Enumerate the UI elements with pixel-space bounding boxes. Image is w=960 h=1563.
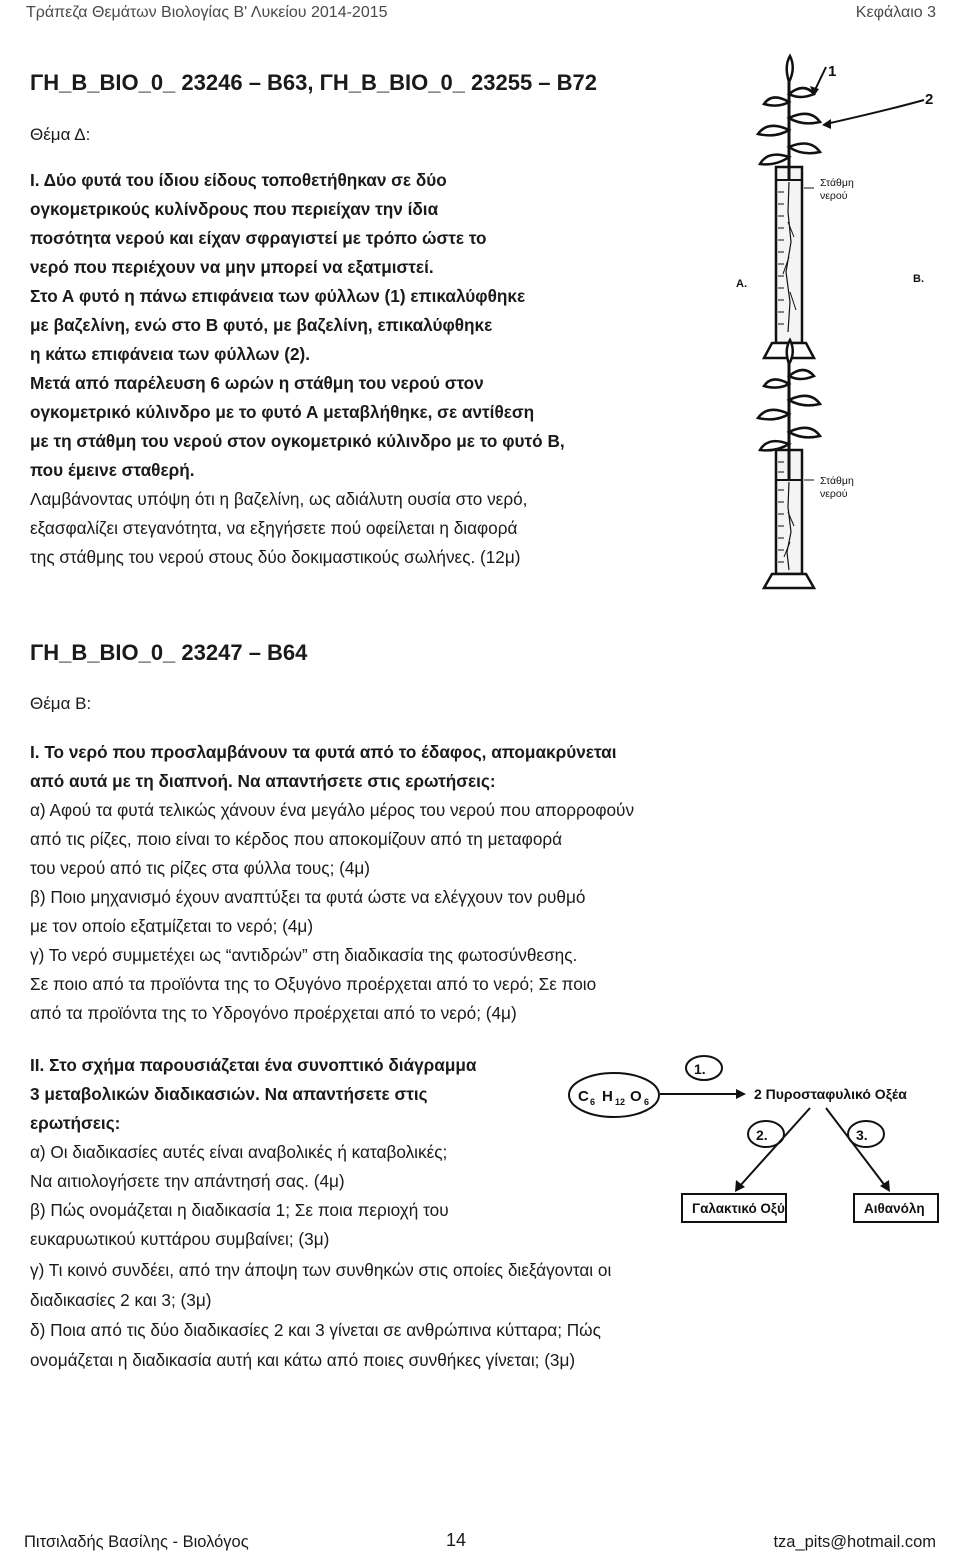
step-2-label: 2.	[756, 1127, 768, 1143]
step-1-label: 1.	[694, 1061, 706, 1077]
s2-part2-line-5: Να αιτιολογήσετε την απάντησή σας. (4μ)	[30, 1171, 345, 1191]
s2-line-7: με τον οποίο εξατμίζεται το νερό; (4μ)	[30, 916, 314, 936]
glucose-o-sub: 6	[644, 1097, 650, 1107]
s1-line-14: της στάθμης του νερού στους δύο δοκιμαστικούς σωλήνες. (12μ)	[30, 547, 521, 567]
s1-line-9: ογκομετρικό κύλινδρο με το φυτό Α μεταβλήθηκε, σε αντίθεση	[30, 402, 535, 422]
s2-line-6: β) Ποιο μηχανισμό έχουν αναπτύξει τα φυτά ώστε να ελέγχουν τον ρυθμό	[30, 887, 586, 907]
s2-line-1: Ι. Το νερό που προσλαμβάνουν τα φυτά από το έδαφος, απομακρύνεται	[30, 742, 617, 762]
s2-part2-line-10: δ) Ποια από τις δύο διαδικασίες 2 και 3 γίνεται σε ανθρώπινα κύτταρα; Πώς	[30, 1320, 601, 1340]
s2-part2-line-9: διαδικασίες 2 και 3; (3μ)	[30, 1290, 212, 1310]
s1-line-11: που έμεινε σταθερή.	[30, 460, 195, 480]
question-code-1: ΓΗ_Β_ΒΙΟ_0_ 23246 – Β63, ΓΗ_Β_ΒΙΟ_0_ 23255 – Β72	[30, 70, 598, 95]
s1-line-13: εξασφαλίζει στεγανότητα, να εξηγήσετε πού οφείλεται η διαφορά	[30, 518, 518, 538]
water-level-label-bottom-1: Στάθμη	[820, 475, 854, 487]
header-chapter: Κεφάλαιο 3	[855, 4, 936, 21]
s2-line-9: Σε ποιο από τα προϊόντα της το Οξυγόνο προέρχεται από το νερό; Σε ποιο	[30, 974, 597, 994]
s2-part2-line-8: γ) Τι κοινό συνδέει, από την άποψη των συνθηκών στις οποίες διεξάγονται οι	[30, 1260, 612, 1280]
theme-label-1: Θέμα Δ:	[30, 125, 91, 144]
plant-cylinders-figure	[728, 52, 953, 597]
ethanol-label: Αιθανόλη	[864, 1201, 925, 1216]
s1-line-6: με βαζελίνη, ενώ στο Β φυτό, με βαζελίνη, επικαλύφθηκε	[30, 315, 493, 335]
page-number: 14	[446, 1530, 467, 1550]
s2-line-10: από τα προϊόντα της το Υδρογόνο προέρχεται από το νερό; (4μ)	[30, 1003, 517, 1023]
s2-line-4: από τις ρίζες, ποιο είναι το κέρδος που αποκομίζουν από τη μεταφορά	[30, 829, 563, 849]
question-code-2: ΓΗ_Β_ΒΙΟ_0_ 23247 – Β64	[30, 640, 308, 665]
s2-line-5: του νερού από τις ρίζες στα φύλλα τους; (4μ)	[30, 858, 371, 878]
glucose-h: H	[602, 1088, 613, 1105]
s1-line-7: η κάτω επιφάνεια των φύλλων (2).	[30, 344, 311, 364]
water-level-label-top-1: Στάθμη	[820, 177, 854, 189]
water-level-label-top-2: νερού	[820, 190, 848, 202]
s1-line-2: ογκομετρικούς κυλίνδρους που περιείχαν την ίδια	[30, 199, 439, 219]
s1-line-1: Ι. Δύο φυτά του ίδιου είδους τοποθετήθηκαν σε δύο	[30, 170, 447, 190]
s1-line-4: νερό που περιέχουν να μην μπορεί να εξατμιστεί.	[30, 257, 434, 277]
label-b: Β.	[913, 273, 924, 285]
glucose-o: O	[630, 1088, 642, 1105]
plant-b-image	[758, 340, 820, 588]
lactic-acid-label: Γαλακτικό Οξύ	[692, 1201, 785, 1216]
theme-label-2: Θέμα Β:	[30, 694, 92, 713]
s2-part2-line-6: β) Πώς ονομάζεται η διαδικασία 1; Σε ποια περιοχή του	[30, 1200, 449, 1220]
s2-line-3: α) Αφού τα φυτά τελικώς χάνουν ένα μεγάλο μέρος του νερού που απορροφούν	[30, 800, 635, 820]
s2-part2-line-2: 3 μεταβολικών διαδικασιών. Να απαντήσετε στις	[30, 1084, 428, 1104]
label-1: 1	[828, 63, 837, 80]
s1-line-10: με τη στάθμη του νερού στον ογκομετρικό κύλινδρο με το φυτό Β,	[30, 431, 565, 451]
s1-line-5: Στο Α φυτό η πάνω επιφάνεια των φύλλων (1) επικαλύφθηκε	[30, 286, 526, 306]
s2-part2-line-1: ΙΙ. Στο σχήμα παρουσιάζεται ένα συνοπτικό διάγραμμα	[30, 1055, 477, 1075]
footer-author: Πιτσιλαδής Βασίλης - Βιολόγος	[24, 1533, 249, 1551]
s2-line-8: γ) Το νερό συμμετέχει ως “αντιδρών” στη διαδικασία της φωτοσύνθεσης.	[30, 945, 578, 965]
s2-part2-line-7: ευκαρυωτικού κυττάρου συμβαίνει; (3μ)	[30, 1229, 330, 1249]
glucose-c: C	[578, 1088, 589, 1105]
water-level-label-bottom-2: νερού	[820, 488, 848, 500]
pyruvate-label: 2 Πυροσταφυλικό Οξέα	[754, 1086, 907, 1102]
glucose-c-sub: 6	[590, 1097, 596, 1107]
s1-line-12: Λαμβάνοντας υπόψη ότι η βαζελίνη, ως αδιάλυτη ουσία στο νερό,	[30, 489, 528, 509]
plant-a-image	[758, 56, 820, 358]
step-3-label: 3.	[856, 1127, 868, 1143]
s2-part2-line-11: ονομάζεται η διαδικασία αυτή και κάτω από ποιες συνθήκες γίνεται; (3μ)	[30, 1350, 576, 1370]
label-a: Α.	[736, 278, 747, 290]
glucose-h-sub: 12	[615, 1097, 626, 1107]
header-title: Τράπεζα Θεμάτων Βιολογίας Β' Λυκείου 2014-2015	[26, 4, 388, 21]
s1-line-8: Μετά από παρέλευση 6 ωρών η στάθμη του νερού στον	[30, 373, 484, 393]
footer-email: tza_pits@hotmail.com	[773, 1533, 936, 1551]
label-2: 2	[925, 91, 934, 108]
metabolism-diagram	[564, 1052, 950, 1228]
s2-part2-line-3: ερωτήσεις:	[30, 1113, 121, 1133]
s1-line-3: ποσότητα νερού και είχαν σφραγιστεί με τρόπο ώστε το	[30, 228, 487, 248]
s2-line-2: από αυτά με τη διαπνοή. Να απαντήσετε στις ερωτήσεις:	[30, 771, 496, 791]
s2-part2-line-4: α) Οι διαδικασίες αυτές είναι αναβολικές ή καταβολικές;	[30, 1142, 448, 1162]
